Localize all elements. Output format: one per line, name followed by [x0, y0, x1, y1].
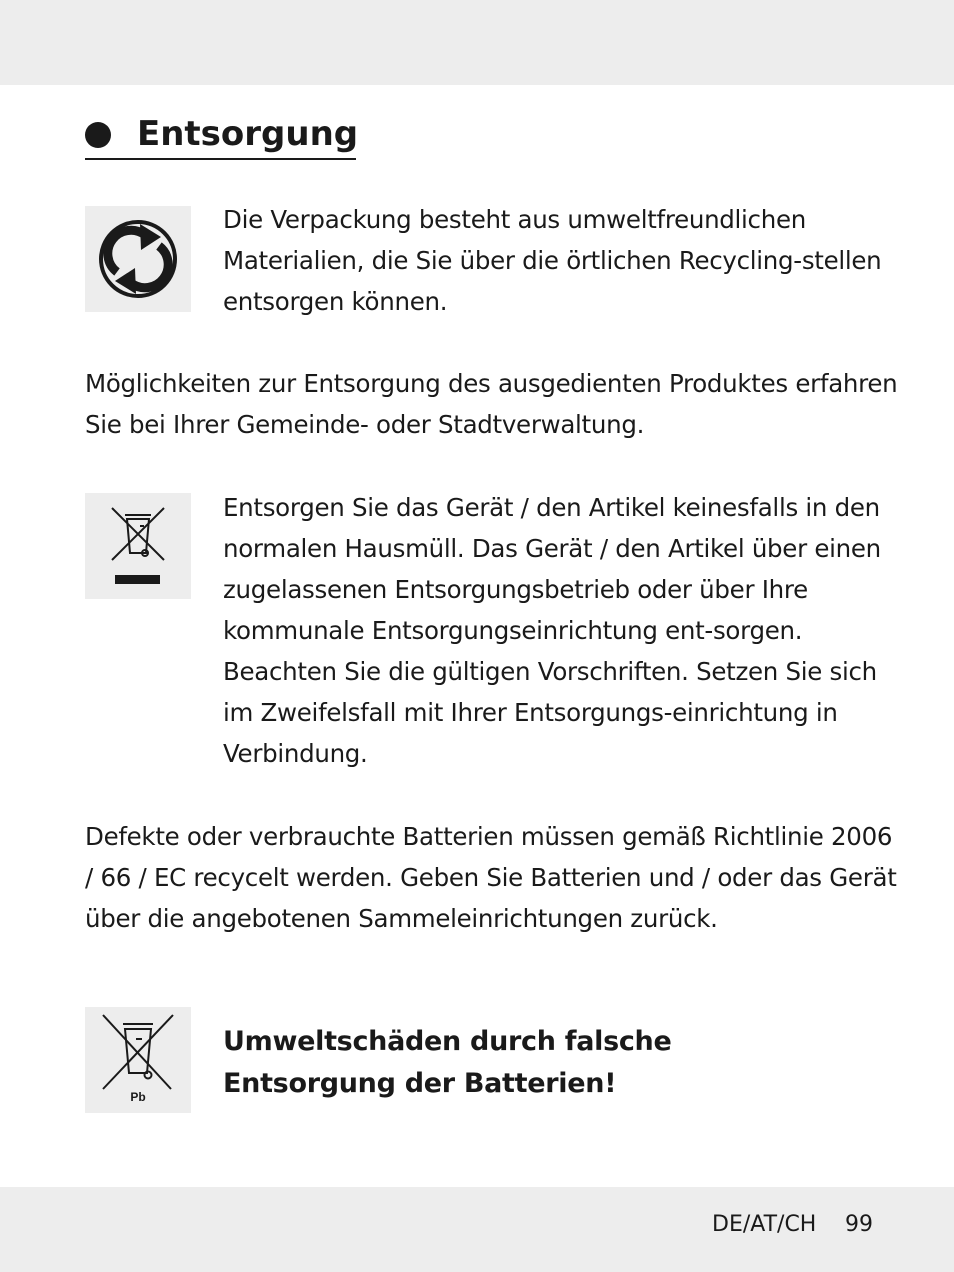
- green-dot-recycling-icon: [85, 206, 191, 312]
- section-title: Entsorgung: [137, 114, 359, 154]
- crossed-out-wheelie-bin-icon: [85, 493, 191, 599]
- packaging-text: Die Verpackung besteht aus umweltfreundlichen Materialien, die Sie über die örtlichen Recycling-stellen entsorgen können.: [223, 205, 882, 316]
- page-number: 99: [845, 1212, 873, 1237]
- bullet-icon: [85, 122, 111, 148]
- weee-text: Entsorgen Sie das Gerät / den Artikel keinesfalls in den normalen Hausmüll. Das Gerät / den Artikel über einen zugelassenen Entsorgungsbetrieb oder über Ihre kommunale Entsorgungseinrichtung ent-sorgen. Beachten Sie die gültigen Vorschriften. Setzen Sie sich im Zweifelsfall mit Ihrer Entsorgungs-einrichtung in Verbindung.: [223, 493, 881, 768]
- pb-label: Pb: [130, 1090, 146, 1104]
- disposal-info-text: Möglichkeiten zur Entsorgung des ausgedienten Produktes erfahren Sie bei Ihrer Gemeinde- oder Stadtverwaltung.: [85, 369, 898, 439]
- footer-region: DE/AT/CH: [712, 1212, 817, 1237]
- heading-underline: [85, 158, 356, 160]
- battery-bin-pb-icon: [85, 1007, 191, 1113]
- section-heading: [85, 112, 358, 158]
- batteries-text: Defekte oder verbrauchte Batterien müssen gemäß Richtlinie 2006 / 66 / EC recycelt werden. Geben Sie Batterien und / oder das Gerät über die angebotenen Sammeleinrichtungen zurück.: [85, 822, 897, 933]
- header-band: [0, 0, 954, 85]
- battery-warning-text: Umweltschäden durch falsche Entsorgung der Batterien!: [223, 1026, 672, 1099]
